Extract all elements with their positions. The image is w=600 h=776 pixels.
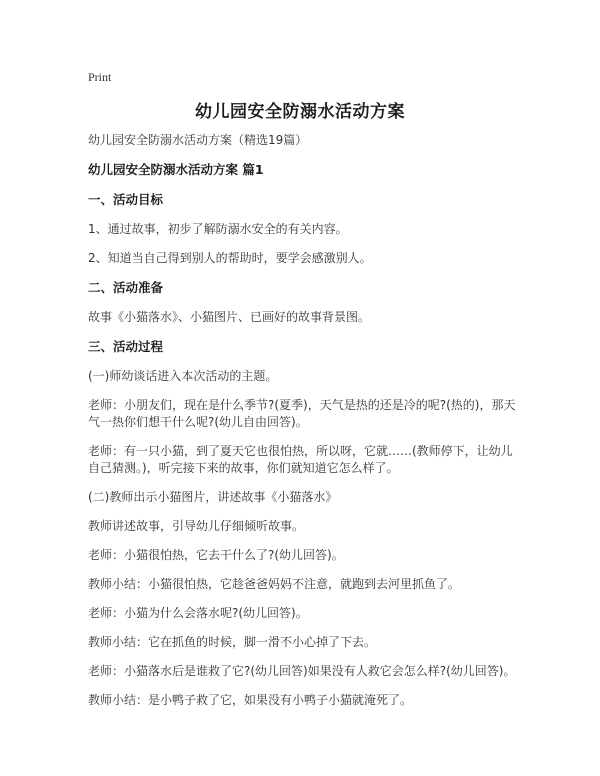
- paragraph: 老师：小猫落水后是谁救了它?(幼儿回答)如果没有人救它会怎么样?(幼儿回答)。: [88, 664, 516, 678]
- paragraph: 教师小结：小猫很怕热，它趁爸爸妈妈不注意，就跑到去河里抓鱼了。: [88, 577, 461, 591]
- paragraph: (二)教师出示小猫图片，讲述故事《小猫落水》: [88, 490, 338, 504]
- paragraph: 教师小结：它在抓鱼的时候，脚一滑不小心掉了下去。: [88, 635, 377, 649]
- paragraph: 老师：有一只小猫，到了夏天它也很怕热，所以呀，它就……(教师停下，让幼儿自己猜测。)，听完接下来的故事，你们就知道它怎么样了。: [88, 444, 513, 475]
- print-link[interactable]: Print: [88, 70, 112, 84]
- paragraph: (一)师幼谈话进入本次活动的主题。: [88, 369, 278, 383]
- paragraph: 故事《小猫落水》、小猫图片、已画好的故事背景图。: [88, 310, 371, 324]
- document-body: [88, 132, 518, 721]
- section-heading-preparation: 二、活动准备: [88, 280, 164, 295]
- page-title: 幼儿园安全防溺水活动方案: [195, 102, 405, 122]
- paragraph: 教师讲述故事，引导幼儿仔细倾听故事。: [88, 519, 305, 533]
- paragraph: 1、通过故事，初步了解防溺水安全的有关内容。: [88, 222, 348, 236]
- paragraph: 老师：小猫很怕热，它去干什么了?(幼儿回答)。: [88, 548, 344, 562]
- paragraph: 教师小结：是小鸭子救了它，如果没有小鸭子小猫就淹死了。: [88, 693, 413, 707]
- section-heading-lesson-1: 幼儿园安全防溺水活动方案 篇1: [88, 162, 264, 177]
- paragraph: 老师：小朋友们，现在是什么季节?(夏季)，天气是热的还是冷的呢?(热的)，那天气一热你们想干什么呢?(幼儿自由回答)。: [88, 398, 516, 429]
- paragraph: 老师：小猫为什么会落水呢?(幼儿回答)。: [88, 606, 308, 620]
- paragraph: 2、知道当自己得到别人的帮助时，要学会感激别人。: [88, 251, 372, 265]
- doc-subtitle: 幼儿园安全防溺水活动方案（精选19篇）: [88, 133, 308, 147]
- section-heading-goals: 一、活动目标: [88, 192, 164, 207]
- section-heading-process: 三、活动过程: [88, 339, 164, 354]
